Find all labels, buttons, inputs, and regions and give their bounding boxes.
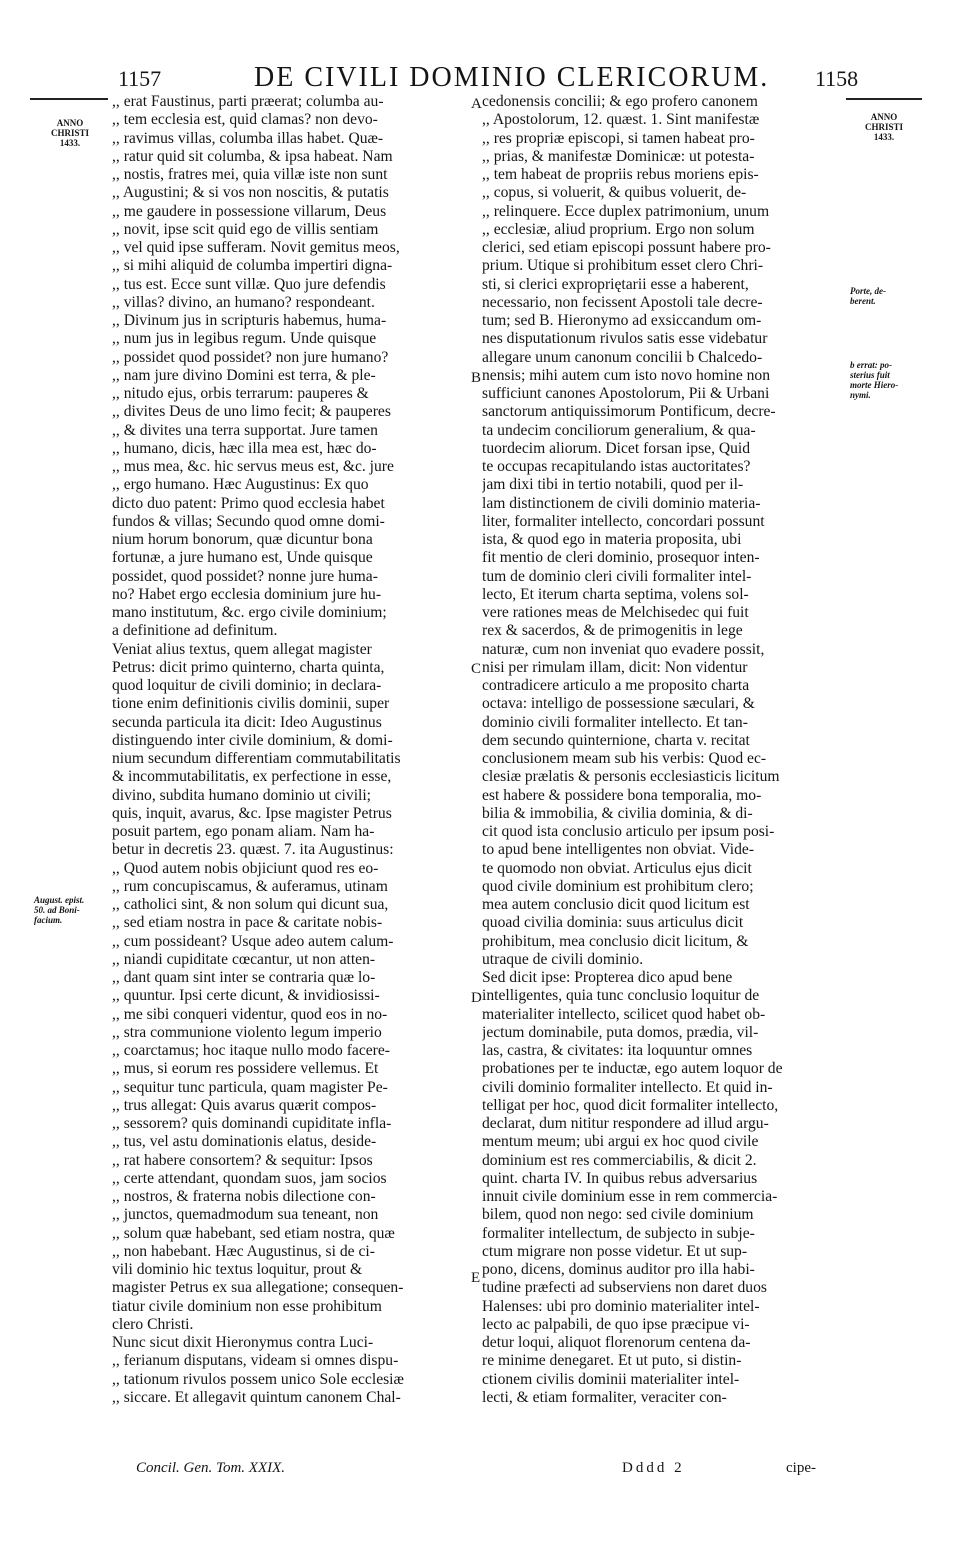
text-line: lam distinctionem de civili dominio materia- <box>482 494 761 512</box>
text-line: ,, num jus in legibus regum. Unde quisque <box>112 330 377 348</box>
text-line: fortunæ, a jure humano est, Unde quisque <box>112 549 373 567</box>
text-line: tudine præfecti ad subserviens non daret duos <box>482 1279 767 1297</box>
text-line: liter, formaliter intellecto, concordari possunt <box>482 512 765 530</box>
text-line: telligat per hoc, quod dicit formaliter intellecto, <box>482 1096 779 1114</box>
text-line: tum de dominio cleri civili formaliter intel- <box>482 567 752 585</box>
text-line: ctum migrare non posse videtur. Et ut sup- <box>482 1242 748 1260</box>
right-margin-rule <box>846 98 922 100</box>
text-line: lecti, & etiam formaliter, veraciter con- <box>482 1388 727 1406</box>
text-line: ,, mus, si eorum res possidere vellemus. Et <box>112 1060 379 1078</box>
text-line: mano institutum, &c. ergo civile dominium; <box>112 604 387 621</box>
text-line: nes disputationum rivulos satis esse videbatur <box>482 330 768 348</box>
text-line: ista, & quod ego in materia proposita, ubi <box>482 531 742 548</box>
text-line: pono, dicens, dominus auditor pro illa habi- <box>482 1261 755 1278</box>
text-line: ,, humano, dicis, hæc illa mea est, hæc do- <box>112 439 377 457</box>
text-line: ,, non habebant. Hæc Augustinus, si de ci- <box>112 1242 375 1260</box>
text-line: ,, res propriæ episcopi, si tamen habeat pro- <box>482 129 755 147</box>
text-line: necessario, non fecissent Apostoli tale decre- <box>482 293 763 311</box>
margin-year-left <box>30 118 110 148</box>
text-line: te occupas recapitulando istas auctoritates? <box>482 458 751 475</box>
text-line: ,, prias, & manifestæ Dominicæ: ut potesta- <box>482 147 755 165</box>
text-line: fit mentio de cleri dominio, prosequor inten- <box>482 549 760 567</box>
text-line: divino, subdita humano dominio ut civili; <box>112 786 372 804</box>
text-line: betur in decretis 23. quæst. 7. ita Augustinus: <box>112 841 394 859</box>
text-line: octava: intelligo de possessione sæculari, & <box>482 695 755 713</box>
text-line: ctionem civilis dominii materialiter intel- <box>482 1370 740 1388</box>
text-line: ,, junctos, quemadmodum sua teneant, non <box>112 1206 379 1224</box>
text-line: posuit partem, ego ponam aliam. Nam ha- <box>112 823 375 840</box>
margin-note-line: berent. <box>850 296 876 306</box>
text-line: contradicere articulo a me proposito charta <box>482 677 750 694</box>
text-line: ,, tus, vel astu dominationis elatus, deside- <box>112 1133 377 1151</box>
text-line: ,, Divinum jus in scripturis habemus, huma- <box>112 312 387 329</box>
text-line: ,, ravimus villas, columba illas habet. Quæ- <box>112 129 384 147</box>
text-line: ,, tem ecclesia est, quid clamas? non devo- <box>112 111 378 129</box>
text-line: allegare unum canonum concilii b Chalcedo- <box>482 348 763 366</box>
margin-year-number: 1433. <box>873 132 895 142</box>
text-line: nisi per rimulam illam, dicit: Non videntur <box>482 658 748 676</box>
text-line: vere rationes meas de Melchisedec qui fuit <box>482 604 749 621</box>
text-line: ,, ferianum disputans, videam si omnes dispu- <box>112 1352 399 1370</box>
text-line: ,, me gaudere in possessione villarum, Deus <box>112 202 387 220</box>
text-line: ,, villas? divino, an humano? respondeant. <box>112 293 375 311</box>
text-line: ,, nostros, & fraterna nobis dilectione con- <box>112 1188 376 1205</box>
text-line: no? Habet ergo ecclesia dominium jure hu- <box>112 585 382 603</box>
text-line: Halenses: ubi pro dominio materialiter intel- <box>482 1297 760 1315</box>
text-line: ,, copus, si voluerit, & quibus voluerit, de- <box>482 184 747 202</box>
text-line: ,, rum concupiscamus, & auferamus, utinam <box>112 877 388 895</box>
text-line: mea autem conclusio dicit quod licitum est <box>482 896 750 913</box>
page-number-right: 1158 <box>815 66 859 91</box>
text-line: lecto ac palpabili, de quo ipse præcipue vi- <box>482 1315 750 1333</box>
right-text-column <box>482 93 850 1407</box>
text-line: ,, vel quid ipse sufferam. Novit gemitus meos, <box>112 239 400 256</box>
text-line: ,, Quod autem nobis objiciunt quod res eo- <box>112 859 379 877</box>
margin-note-line: morte Hiero- <box>850 380 899 390</box>
text-line: prohibitum, mea conclusio dicit licitum, & <box>482 932 749 950</box>
text-line: fundos & villas; Secundo quod omne domi- <box>112 512 385 530</box>
text-line: Petrus: dicit primo quinterno, charta quinta, <box>112 658 385 676</box>
text-line: probationes per te inductæ, ego autem loquor de <box>482 1060 783 1078</box>
text-line: re minime denegaret. Et ut puto, si distin- <box>482 1352 742 1370</box>
text-line: rex & sacerdos, & de primogenitis in lege <box>482 622 743 640</box>
text-line: utraque de civili dominio. <box>482 950 644 968</box>
text-line: ,, novit, ipse scit quid ego de villis sentiam <box>112 220 379 238</box>
text-line: clesiæ prælatis & personis ecclesiasticis licitum <box>482 768 780 786</box>
text-line: bilia & immobilia, & civilia dominia, & di- <box>482 804 753 822</box>
text-line: materialiter intellecto, scilicet quod habet ob- <box>482 1005 766 1023</box>
text-line: sti, si clerici expropriętarii esse a haberent, <box>482 275 749 293</box>
text-line: ,, quuntur. Ipsi certe dicunt, & invidiosissi- <box>112 987 380 1005</box>
text-line: ,, solum quæ habebant, sed etiam nostra, quæ <box>112 1224 395 1242</box>
text-line: innuit civile dominium esse in rem commercia- <box>482 1188 778 1205</box>
text-line: quoad civilia dominia: suus articulus dicit <box>482 914 744 932</box>
text-line: nium horum bonorum, quæ dicuntur bona <box>112 531 373 548</box>
text-line: tione enim definitionis civilis dominii, super <box>112 695 390 713</box>
text-line: ,, possidet quod possidet? non jure humano? <box>112 348 389 366</box>
text-line: ,, cum possideant? Usque adeo autem calum- <box>112 932 394 950</box>
text-line: ,, tus est. Ecce sunt villæ. Quo jure defendis <box>112 275 386 293</box>
text-line: mentum meum; ubi argui ex hoc quod civile <box>482 1133 759 1151</box>
text-line: ,, divites Deus de uno limo fecit; & pauperes <box>112 403 391 421</box>
page-number-left: 1157 <box>118 66 162 91</box>
text-line: nensis; mihi autem cum isto novo homine non <box>482 366 771 384</box>
text-line: sufficiunt canones Apostolorum, Pii & Urbani <box>482 385 770 402</box>
text-line: te quomodo non obviat. Articulus ejus dicit <box>482 859 752 877</box>
text-line: cit quod ista conclusio articulo per ipsum posi- <box>482 823 775 840</box>
text-line: ,, mus mea, &c. hic servus meus est, &c. jure <box>112 458 394 475</box>
text-line: jectum dominabile, puta domos, prædia, vil- <box>482 1023 759 1041</box>
text-line: detur loqui, aliquot florenorum centena da- <box>482 1334 751 1351</box>
text-line: quint. charta IV. In quibus rebus adversarius <box>482 1169 758 1187</box>
footer-volume: Concil. Gen. Tom. XXIX. <box>136 1460 286 1476</box>
text-line: ,, Apostolorum, 12. quæst. 1. Sint manifestæ <box>482 111 760 129</box>
text-line: quis, inquit, avarus, &c. Ipse magister Petrus <box>112 804 392 822</box>
margin-note-porte <box>850 286 930 306</box>
text-line: ,, siccare. Et allegavit quintum canonem Chal- <box>112 1388 401 1406</box>
text-line: lecto, Et iterum charta septima, volens sol- <box>482 585 749 603</box>
margin-note-line: b errat: po- <box>850 360 892 370</box>
text-line: ,, ratur quid sit columba, & ipsa habeat. Nam <box>112 147 393 165</box>
running-title: DE CIVILI DOMINIO CLERICORUM. <box>254 62 770 93</box>
margin-year-number: 1433. <box>59 138 81 148</box>
text-line: ,, erat Faustinus, parti præerat; columba au- <box>112 93 384 110</box>
text-line: dem secundo quinternione, charta v. recitat <box>482 731 750 749</box>
margin-year-right <box>844 112 924 142</box>
text-line: vili dominio hic textus loquitur, prout & <box>112 1261 363 1278</box>
text-line: ,, nostis, fratres mei, quia villæ iste non sunt <box>112 166 388 183</box>
text-line: ,, catholici sint, & non solum qui dicunt sua, <box>112 896 389 913</box>
footer-catchword: cipe- <box>786 1460 816 1476</box>
text-line: ,, sed etiam nostra in pace & caritate nobis- <box>112 914 383 932</box>
text-line: ,, Augustini; & si vos non noscitis, & putatis <box>112 184 389 202</box>
text-line: a definitione ad definitum. <box>112 622 278 640</box>
text-line: las, castra, & civitates: ita loquuntur omnes <box>482 1042 753 1059</box>
text-line: ,, nam jure divino Domini est terra, & ple- <box>112 366 376 384</box>
text-line: ,, sessorem? quis dominandi cupiditate infla- <box>112 1115 392 1132</box>
text-line: intelligentes, quia tunc conclusio loquitur de <box>482 987 760 1005</box>
left-margin-rule <box>30 98 108 100</box>
text-line: ta undecim conciliorum generalium, & qua- <box>482 421 756 439</box>
text-line: ,, nitudo ejus, orbis terrarum: pauperes & <box>112 385 369 402</box>
margin-note-line: August. epist. <box>34 895 85 905</box>
text-line: ,, si mihi aliquid de columba impertiri digna- <box>112 257 393 275</box>
margin-year-label: CHRISTI <box>864 122 903 132</box>
margin-year-label: ANNO <box>870 112 898 122</box>
text-line: ,, rat habere consortem? & sequitur: Ipsos <box>112 1151 373 1169</box>
text-line: prium. Utique si prohibitum esset clero Chri- <box>482 257 764 275</box>
margin-note-augustine <box>34 895 106 925</box>
text-line: Nunc sicut dixit Hieronymus contra Luci- <box>112 1334 374 1351</box>
text-line: ,, coarctamus; hoc itaque nullo modo facere- <box>112 1042 390 1059</box>
text-line: cedonensis concilii; & ego profero canonem <box>482 93 758 110</box>
text-line: sanctorum antiquissimorum Pontificum, decre- <box>482 403 776 421</box>
text-line: ,, ecclesiæ, aliud proprium. Ergo non solum <box>482 220 755 238</box>
text-line: ,, stra communione violento legum imperio <box>112 1023 382 1041</box>
text-line: conclusionem meam sub his verbis: Quod ec- <box>482 750 767 767</box>
text-line: ,, me sibi conqueri videntur, quod eos in no- <box>112 1005 388 1023</box>
section-marker-b: B <box>471 370 482 386</box>
text-line: to apud bene intelligentes non obviat. Vide- <box>482 841 755 859</box>
section-marker-c: C <box>471 661 482 677</box>
text-line: ,, relinquere. Ecce duplex patrimonium, unum <box>482 202 770 220</box>
text-line: declarat, dum nititur respondere ad illud argu- <box>482 1115 769 1132</box>
text-line: & incommutabilitatis, ex perfectione in esse, <box>112 768 392 786</box>
text-line: Veniat alius textus, quem allegat magister <box>112 640 372 658</box>
text-line: secunda particula ita dicit: Ideo Augustinus <box>112 713 382 731</box>
margin-year-label: ANNO <box>56 118 84 128</box>
margin-note-line: sterius fuit <box>850 370 890 380</box>
text-line: quod loquitur de civili dominio; in declara- <box>112 677 382 694</box>
margin-note-line: Porte, de- <box>850 286 886 296</box>
margin-note-line: nymi. <box>850 390 871 400</box>
section-marker-d: D <box>471 990 482 1006</box>
margin-year-label: CHRISTI <box>50 128 89 138</box>
text-line: est habere & possidere bona temporalia, mo- <box>482 786 762 804</box>
text-line: jam dixi tibi in tertio notabili, quod per il- <box>482 476 744 494</box>
text-line: ,, certe attendant, quondam suos, jam socios <box>112 1169 387 1187</box>
text-line: tiatur civile dominium non esse prohibitum <box>112 1297 382 1315</box>
text-line: clerici, sed etiam episcopi possunt habere pro- <box>482 239 771 256</box>
text-line: dominio civili formaliter intellecto. Et tan- <box>482 713 748 731</box>
text-line: nium secundum differentiam commutabilitatis <box>112 750 401 767</box>
text-line: Sed dicit ipse: Propterea dico apud bene <box>482 969 733 986</box>
margin-note-line: 50. ad Boni- <box>34 905 80 915</box>
text-line: distinguendo inter civile dominium, & domi- <box>112 731 393 749</box>
text-line: naturæ, cum non inveniat quo evadere possit, <box>482 640 765 658</box>
text-line: tum; sed B. Hieronymo ad exsiccandum om- <box>482 312 762 329</box>
text-line: ,, dant quam sint inter se contraria quæ lo- <box>112 969 376 986</box>
text-line: dicto duo patent: Primo quod ecclesia habet <box>112 494 385 512</box>
section-marker-e: E <box>471 1270 481 1286</box>
text-line: formaliter intellectum, de subjecto in subje- <box>482 1224 755 1242</box>
text-line: quod civile dominium est prohibitum clero; <box>482 877 754 895</box>
text-line: ,, & divites una terra supportat. Jure tamen <box>112 421 378 439</box>
margin-note-line: facium. <box>34 915 63 925</box>
left-text-column <box>112 93 480 1407</box>
text-line: ,, niandi cupiditate cœcantur, ut non atten- <box>112 950 376 968</box>
text-line: civili dominio formaliter intellecto. Et quid in- <box>482 1078 773 1096</box>
margin-note-b <box>850 360 930 400</box>
text-line: ,, sequitur tunc particula, quam magister Pe- <box>112 1078 388 1096</box>
text-line: magister Petrus ex sua allegatione; consequen- <box>112 1279 404 1297</box>
text-line: ,, trus allegat: Quis avarus quærit compos- <box>112 1096 377 1114</box>
text-line: possidet, quod possidet? nonne jure huma- <box>112 567 378 585</box>
text-line: bilem, quod non nego: sed civile dominium <box>482 1206 754 1224</box>
footer-signature: Dddd 2 <box>622 1460 685 1476</box>
text-line: clero Christi. <box>112 1315 194 1333</box>
text-line: ,, tationum rivulos possem unico Sole ecclesiæ <box>112 1370 404 1388</box>
text-line: ,, ergo humano. Hæc Augustinus: Ex quo <box>112 476 369 494</box>
text-line: dominium est res commerciabilis, & dicit 2. <box>482 1151 757 1169</box>
text-line: ,, tem habeat de propriis rebus moriens epis- <box>482 166 759 183</box>
text-line: tuordecim aliorum. Dicet forsan ipse, Quid <box>482 439 751 457</box>
section-marker-a: A <box>471 96 482 112</box>
